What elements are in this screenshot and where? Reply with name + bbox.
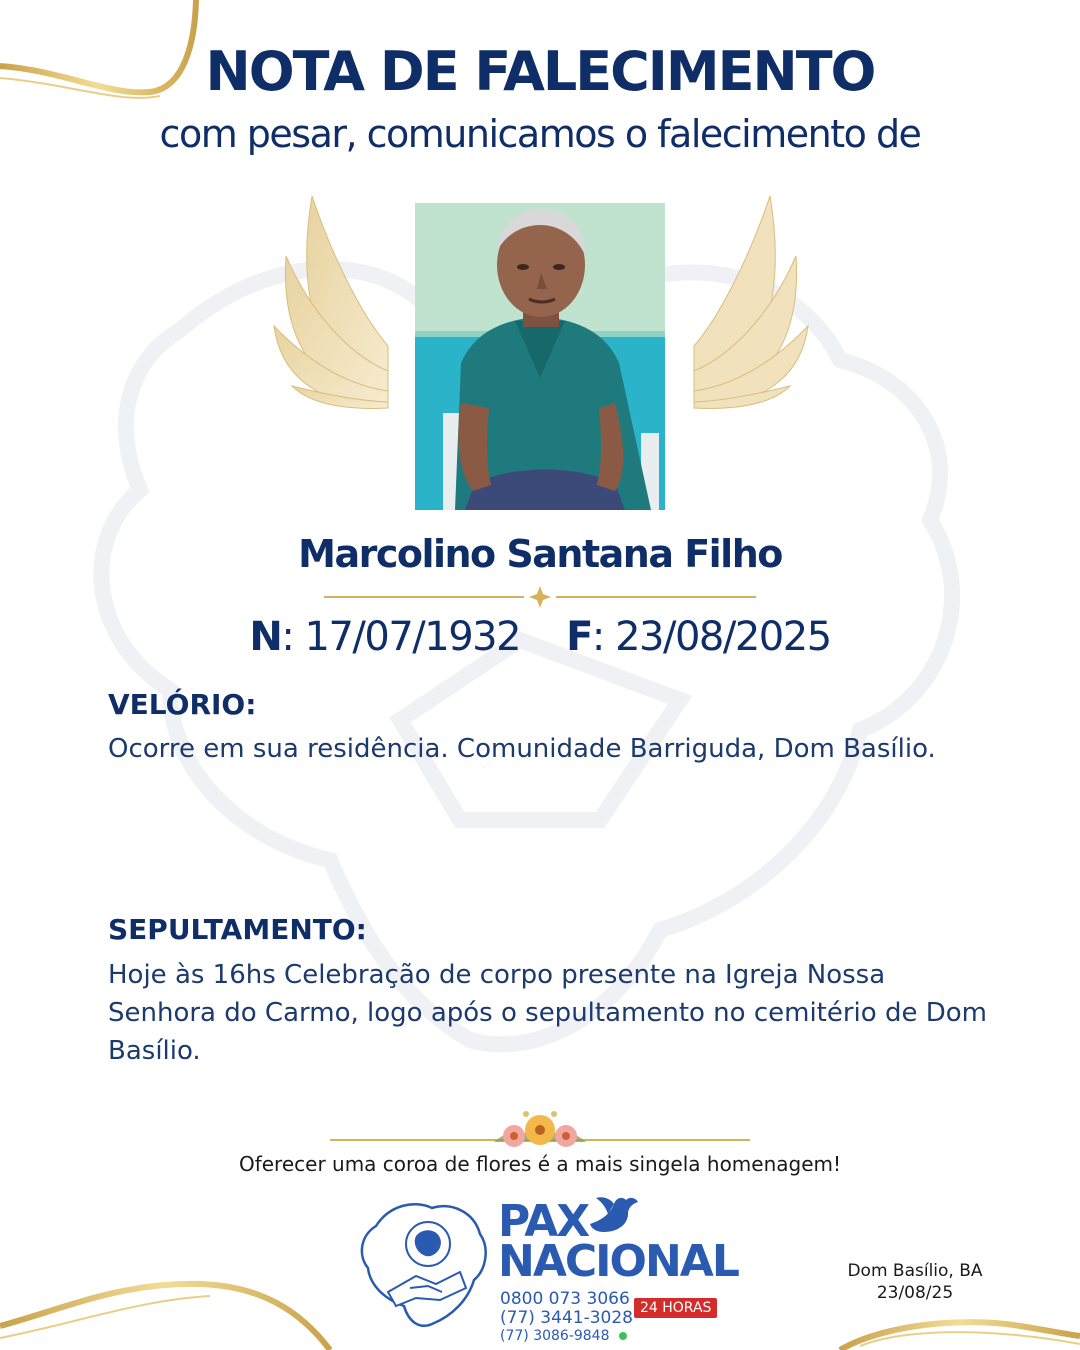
wake-text: Ocorre em sua residência. Comunidade Barriguda, Dom Basílio. <box>108 734 936 764</box>
star-divider-icon <box>324 586 756 608</box>
hours-badge: 24 HORAS <box>634 1298 717 1318</box>
burial-title: SEPULTAMENTO: <box>108 913 367 946</box>
death-date: 23/08/2025 <box>615 614 831 660</box>
angel-wing-left-icon <box>272 196 390 410</box>
birth-label: N <box>249 614 282 660</box>
post-date: 23/08/25 <box>876 1283 954 1303</box>
brand-line2: NACIONAL <box>498 1236 738 1287</box>
tribute-tagline: Oferecer uma coroa de flores é a mais singela homenagem! <box>238 1152 842 1176</box>
angel-wing-right-icon <box>692 196 810 410</box>
wake-title: VELÓRIO: <box>108 688 257 721</box>
brand-line1: PAX <box>498 1196 589 1247</box>
burial-text: Hoje às 16hs Celebração de corpo presente na Igreja Nossa Senhora do Carmo, logo após o sepultamento no cemitério de Dom Basílio. <box>108 960 987 1066</box>
page-subtitle: com pesar, comunicamos o falecimento de <box>159 112 921 156</box>
death-label: F <box>566 614 592 660</box>
page-title: NOTA DE FALECIMENTO <box>205 40 875 103</box>
dove-icon <box>588 1196 640 1236</box>
life-dates: N: 17/07/1932 F: 23/08/2025 <box>249 614 831 660</box>
flower-ornament-icon <box>330 1108 750 1158</box>
phone-whatsapp: (77) 3086-9848 <box>500 1328 610 1344</box>
deceased-name: Marcolino Santana Filho <box>298 532 782 576</box>
location-date <box>830 1260 1000 1304</box>
birth-date: 17/07/1932 <box>304 614 521 660</box>
location: Dom Basílio, BA <box>847 1261 983 1281</box>
gold-swoosh-bottom-right-icon <box>840 1322 1080 1350</box>
phone-secondary: (77) 3441-3028 <box>500 1308 633 1328</box>
gold-swoosh-bottom-left-icon <box>0 1284 330 1350</box>
phone-primary: 0800 073 3066 <box>500 1289 630 1309</box>
deceased-photo <box>415 203 665 510</box>
whatsapp-icon <box>619 1332 627 1340</box>
brazil-map-handshake-icon <box>356 1196 492 1330</box>
phone-list <box>500 1290 633 1345</box>
